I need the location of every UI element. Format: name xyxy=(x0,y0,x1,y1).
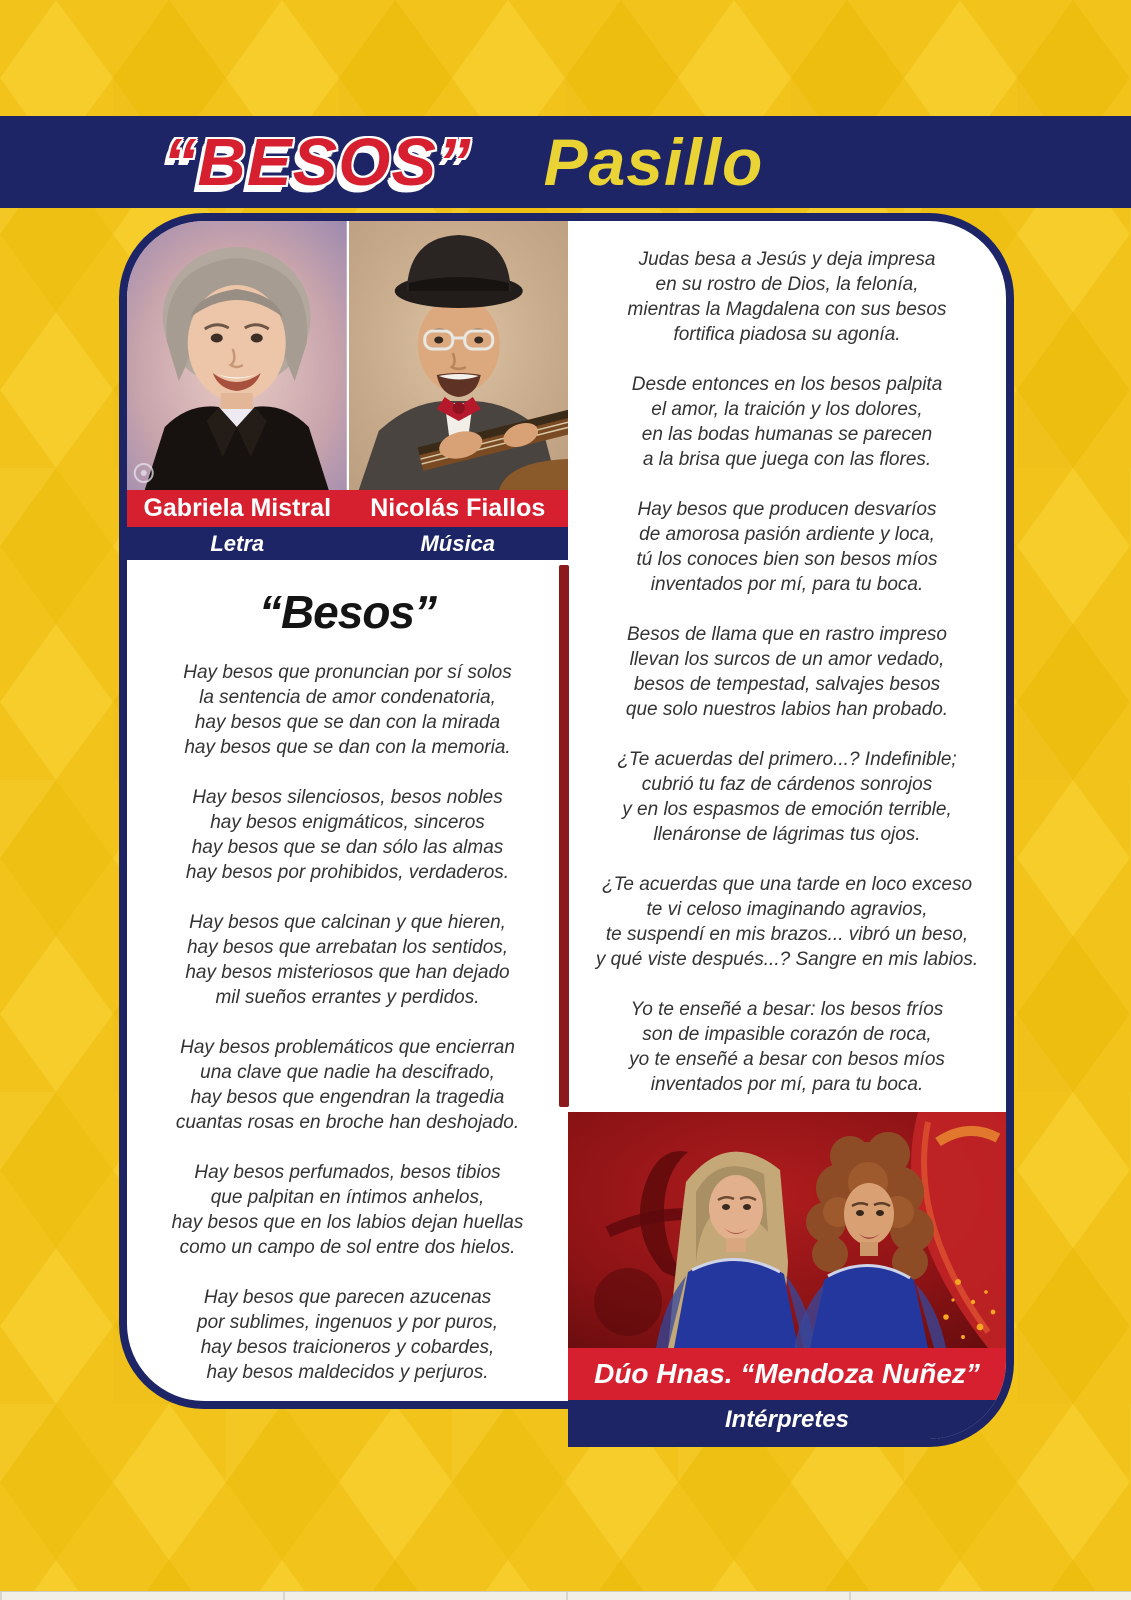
poem-line: inventados por mí, para tu boca. xyxy=(650,1074,924,1095)
stanza xyxy=(127,910,568,1010)
poem-line: Hay besos perfumados, besos tibios xyxy=(194,1162,501,1183)
poem-line: hay besos maldecidos y perjuros. xyxy=(206,1362,489,1383)
poem-line: llenáronse de lágrimas tus ojos. xyxy=(653,824,921,845)
gabriela-mistral-photo xyxy=(127,221,347,490)
poem-line: en las bodas humanas se parecen xyxy=(641,424,933,445)
poem-line: mientras la Magdalena con sus besos xyxy=(627,299,947,320)
stanza xyxy=(127,785,568,885)
poem-line: mil sueños errantes y perdidos. xyxy=(215,987,480,1008)
poem-line: que palpitan en íntimos anhelos, xyxy=(210,1187,485,1208)
right-column-card xyxy=(568,213,1014,1447)
poem-line: inventados por mí, para tu boca. xyxy=(650,574,924,595)
poem-line: que solo nuestros labios han probado. xyxy=(625,699,949,720)
poem-line: de amorosa pasión ardiente y loca, xyxy=(639,524,935,545)
poem-line: una clave que nadie ha descifrado, xyxy=(200,1062,495,1083)
poem-line: en su rostro de Dios, la felonía, xyxy=(655,274,919,295)
poem-line: Desde entonces en los besos palpita xyxy=(631,374,943,395)
page-edge-strip xyxy=(0,1591,1131,1600)
poem-right-stanzas xyxy=(568,247,1006,1097)
poem-line: hay besos que se dan sólo las almas xyxy=(191,837,504,858)
poem-right-column xyxy=(568,221,1006,1122)
poem-line: cubrió tu faz de cárdenos sonrojos xyxy=(641,774,933,795)
poem-line: Besos de llama que en rastro impreso xyxy=(627,624,947,645)
column-divider xyxy=(559,565,569,1107)
credit-role-letra: Letra xyxy=(210,530,265,556)
poem-line: y en los espasmos de emoción terrible, xyxy=(622,799,952,820)
poem-line: hay besos traicioneros y cobardes, xyxy=(200,1337,495,1358)
poem-line: son de impasible corazón de roca, xyxy=(642,1024,932,1045)
poem-left-column xyxy=(127,560,568,1401)
credit-role-musica: Música xyxy=(420,530,496,556)
performers-role-band xyxy=(568,1400,1006,1439)
poem-left-stanzas xyxy=(127,660,568,1385)
performers-name-band xyxy=(568,1348,1006,1400)
poem-line: te suspendí en mis brazos... vibró un beso, xyxy=(605,924,969,945)
poem-line: yo te enseñé a besar con besos míos xyxy=(629,1049,945,1070)
left-column-card xyxy=(119,213,568,1409)
author-photos-row xyxy=(127,221,568,490)
poem-line: Hay besos silenciosos, besos nobles xyxy=(192,787,503,808)
poem-line: a la brisa que juega con las flores. xyxy=(642,449,932,470)
credit-roles-band xyxy=(127,527,568,560)
credit-name-nicolas: Nicolás Fiallos xyxy=(370,494,546,522)
poem-line: fortifica piadosa su agonía. xyxy=(673,324,901,345)
stanza xyxy=(568,622,1006,722)
poem-line: hay besos que se dan con la mirada xyxy=(194,712,501,733)
poem-line: te vi celoso imaginando agravios, xyxy=(646,899,928,920)
genre-label: Pasillo xyxy=(543,125,764,199)
stanza xyxy=(127,1035,568,1135)
stanza xyxy=(568,747,1006,847)
performers-name: Dúo Hnas. “Mendoza Nuñez” xyxy=(594,1358,980,1389)
poem-line: por sublimes, ingenuos y por puros, xyxy=(197,1312,498,1333)
poem-line: ¿Te acuerdas que una tarde en loco exceso xyxy=(601,874,973,895)
song-title: “BESOS” xyxy=(163,124,472,200)
poem-line: Hay besos que pronuncian por sí solos xyxy=(183,662,512,683)
nicolas-fiallos-photo xyxy=(347,221,569,490)
poem-line: Hay besos que producen desvaríos xyxy=(637,499,937,520)
poem-line: Hay besos que calcinan y que hieren, xyxy=(189,912,506,933)
poem-line: Hay besos problemáticos que encierran xyxy=(180,1037,515,1058)
poem-line: hay besos que en los labios dejan huellas xyxy=(171,1212,524,1233)
poem-line: el amor, la traición y los dolores, xyxy=(651,399,923,420)
stanza xyxy=(568,497,1006,597)
poem-line: hay besos misteriosos que han dejado xyxy=(185,962,510,983)
stanza xyxy=(127,1285,568,1385)
poem-line: hay besos que engendran la tragedia xyxy=(190,1087,505,1108)
poem-line: la sentencia de amor condenatoria, xyxy=(199,687,496,708)
poem-line: como un campo de sol entre dos hielos. xyxy=(179,1237,516,1258)
poem-line: tú los conoces bien son besos míos xyxy=(636,549,938,570)
poem-line: hay besos enigmáticos, sinceros xyxy=(210,812,485,833)
poem-line: Yo te enseñé a besar: los besos fríos xyxy=(630,999,944,1020)
stanza xyxy=(127,1160,568,1260)
stanza xyxy=(127,660,568,760)
stanza xyxy=(568,997,1006,1097)
credit-name-gabriela: Gabriela Mistral xyxy=(143,494,332,522)
poem-line: Hay besos que parecen azucenas xyxy=(203,1287,492,1308)
poem-line: hay besos que se dan con la memoria. xyxy=(184,737,511,758)
poem-title: “Besos” xyxy=(258,586,437,638)
poem-line: Judas besa a Jesús y deja impresa xyxy=(638,249,936,270)
poem-line: y qué viste después...? Sangre en mis labios. xyxy=(595,949,979,970)
stanza xyxy=(568,372,1006,472)
poem-line: hay besos por prohibidos, verdaderos. xyxy=(185,862,510,883)
duo-mendoza-nunez-photo xyxy=(568,1112,1006,1348)
poem-line: besos de tempestad, salvajes besos xyxy=(633,674,941,695)
performers-role: Intérpretes xyxy=(724,1405,850,1433)
credit-names-band xyxy=(127,490,568,527)
poem-line: cuantas rosas en broche han deshojado. xyxy=(175,1112,520,1133)
stanza xyxy=(568,247,1006,347)
poem-line: hay besos que arrebatan los sentidos, xyxy=(186,937,509,958)
stanza xyxy=(568,872,1006,972)
title-banner xyxy=(0,116,1131,208)
poem-line: llevan los surcos de un amor vedado, xyxy=(629,649,945,670)
poem-line: ¿Te acuerdas del primero...? Indefinible; xyxy=(617,749,957,770)
